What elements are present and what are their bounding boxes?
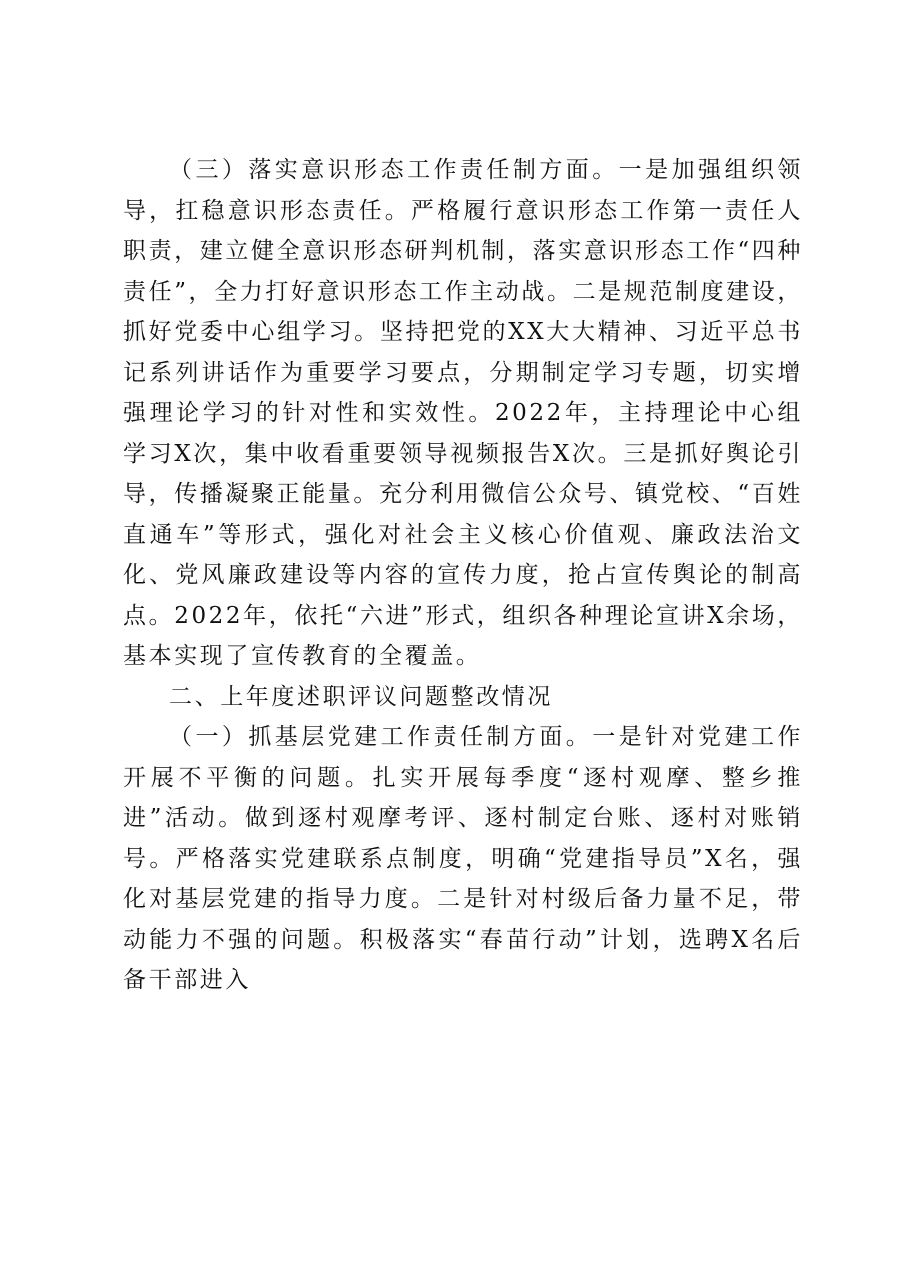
section-heading-rectification: 二、上年度述职评议问题整改情况 xyxy=(169,683,553,710)
document-body xyxy=(123,150,803,1001)
paragraph-party-building-responsibility: （一）抓基层党建工作责任制方面。一是针对党建工作开展不平衡的问题。扎实开展每季度“逐村观摩、整乡推进”活动。做到逐村观摩考评、逐村制定台账、逐村对账销号。严格落实党建联系点制度，明确“党建指导员”X名，强化对基层党建的指导力度。二是针对村级后备力量不足，带动能力不强的问题。积极落实“春苗行动”计划，选聘X名后备干部进入 xyxy=(123,724,803,993)
paragraph-ideology-responsibility: （三）落实意识形态工作责任制方面。一是加强组织领导，扛稳意识形态责任。严格履行意识形态工作第一责任人职责，建立健全意识形态研判机制，落实意识形态工作“四种责任”，全力打好意识形态工作主动战。二是规范制度建设，抓好党委中心组学习。坚持把党的XX大大精神、习近平总书记系列讲话作为重要学习要点，分期制定学习专题，切实增强理论学习的针对性和实效性。2022年，主持理论中心组学习X次，集中收看重要领导视频报告X次。三是抓好舆论引导，传播凝聚正能量。充分利用微信公众号、镇党校、“百姓直通车”等形式，强化对社会主义核心价值观、廉政法治文化、党风廉政建设等内容的宣传力度，抢占宣传舆论的制高点。2022年，依托“六进”形式，组织各种理论宣讲X余场，基本实现了宣传教育的全覆盖。 xyxy=(123,157,803,669)
